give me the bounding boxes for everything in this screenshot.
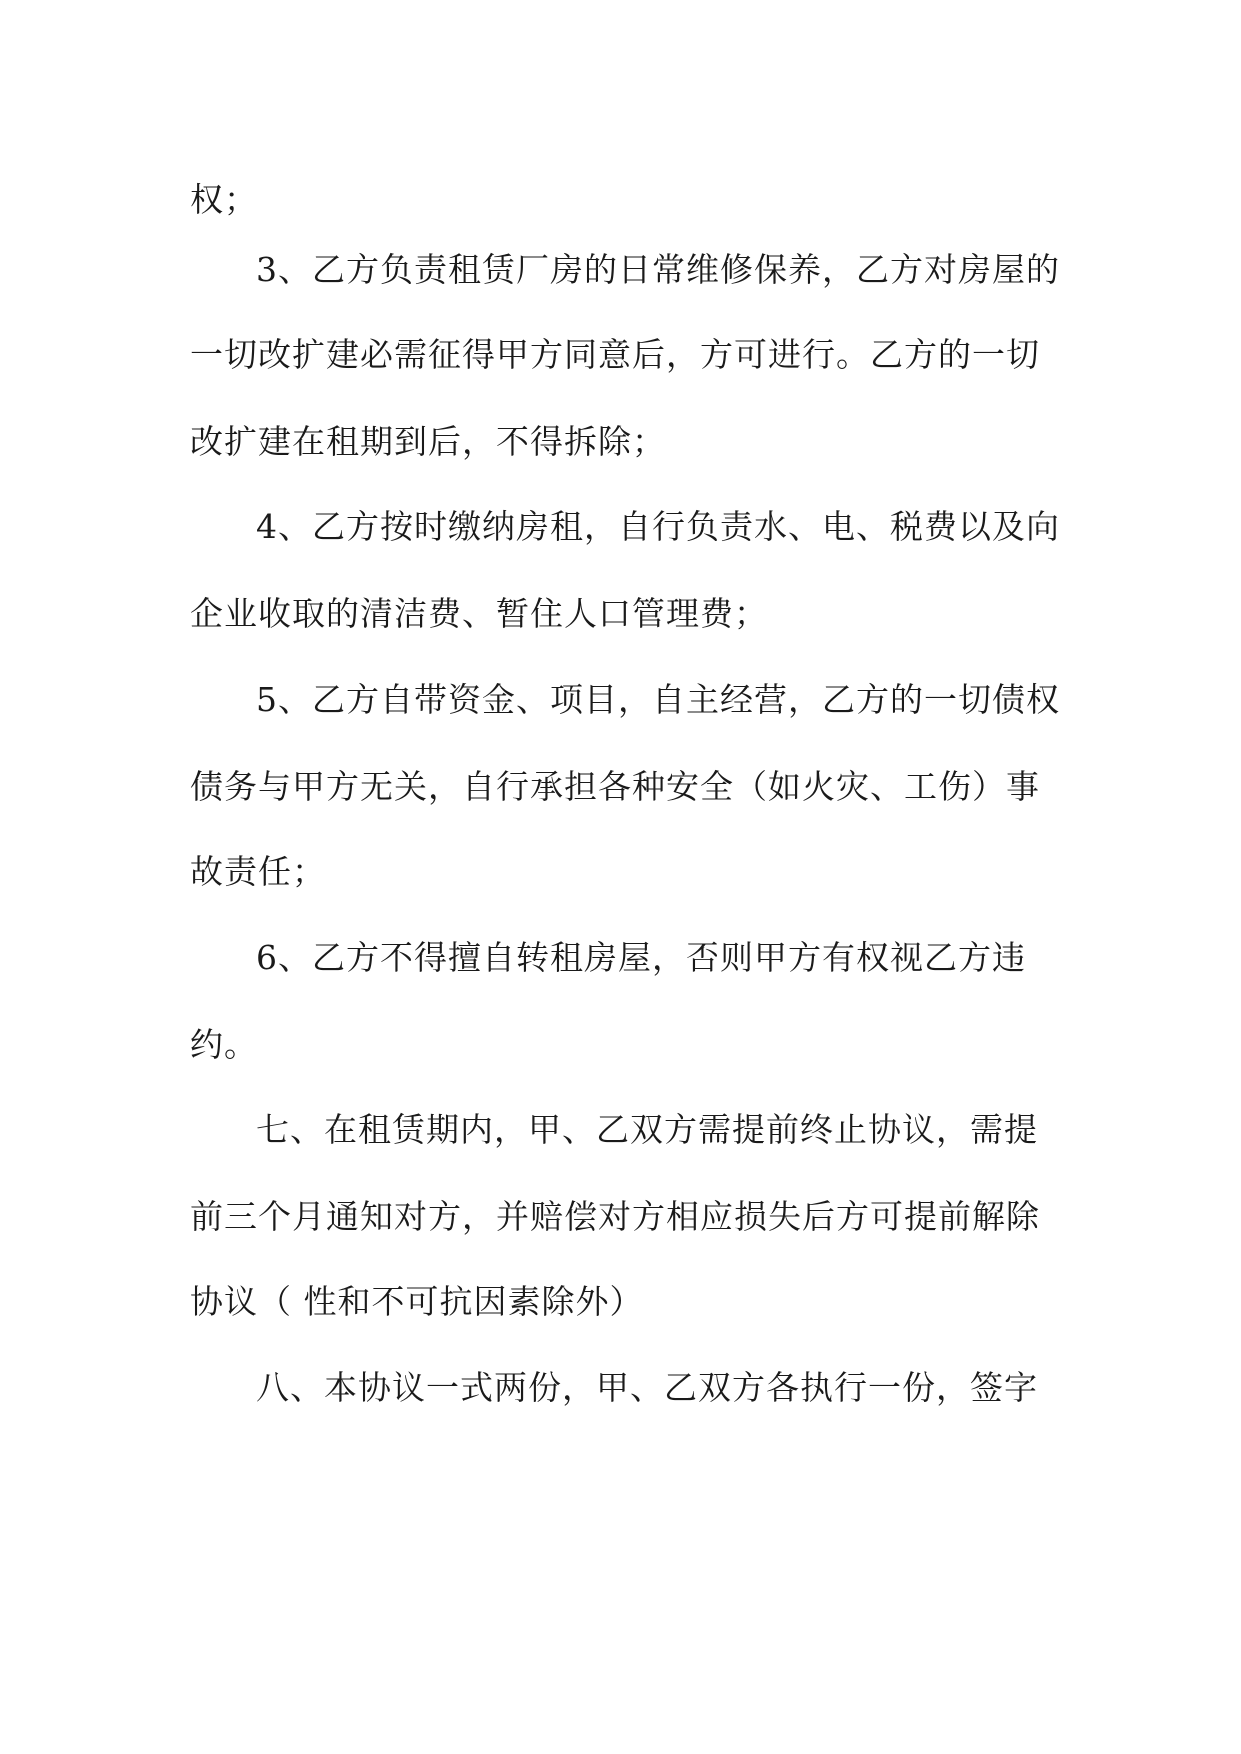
clause-3-line: 3、乙方负责租赁厂房的日常维修保养，乙方对房屋的 [256, 250, 1060, 289]
section-8-line: 八、本协议一式两份，甲、乙双方各执行一份，签字 [256, 1368, 1038, 1407]
clause-6-line: 6、乙方不得擅自转租房屋，否则甲方有权视乙方违 [256, 938, 1026, 977]
text-line: 协议（ 性和不可抗因素除外） [190, 1282, 644, 1321]
section-7-line: 七、在租赁期内，甲、乙双方需提前终止协议，需提 [256, 1110, 1038, 1149]
text-line: 一切改扩建必需征得甲方同意后，方可进行。乙方的一切 [190, 335, 1040, 374]
text-line: 约。 [190, 1025, 258, 1064]
text-line: 前三个月通知对方，并赔偿对方相应损失后方可提前解除 [190, 1197, 1040, 1236]
clause-4-line: 4、乙方按时缴纳房租，自行负责水、电、税费以及向 [256, 507, 1060, 546]
text-line: 故责任； [190, 852, 326, 891]
clause-5-line: 5、乙方自带资金、项目，自主经营，乙方的一切债权 [256, 680, 1060, 719]
text-line: 债务与甲方无关，自行承担各种安全（如火灾、工伤）事 [190, 767, 1040, 806]
text-line: 权； [190, 180, 258, 219]
text-line: 改扩建在租期到后，不得拆除； [190, 422, 666, 461]
text-line: 企业收取的清洁费、暂住人口管理费； [190, 594, 768, 633]
